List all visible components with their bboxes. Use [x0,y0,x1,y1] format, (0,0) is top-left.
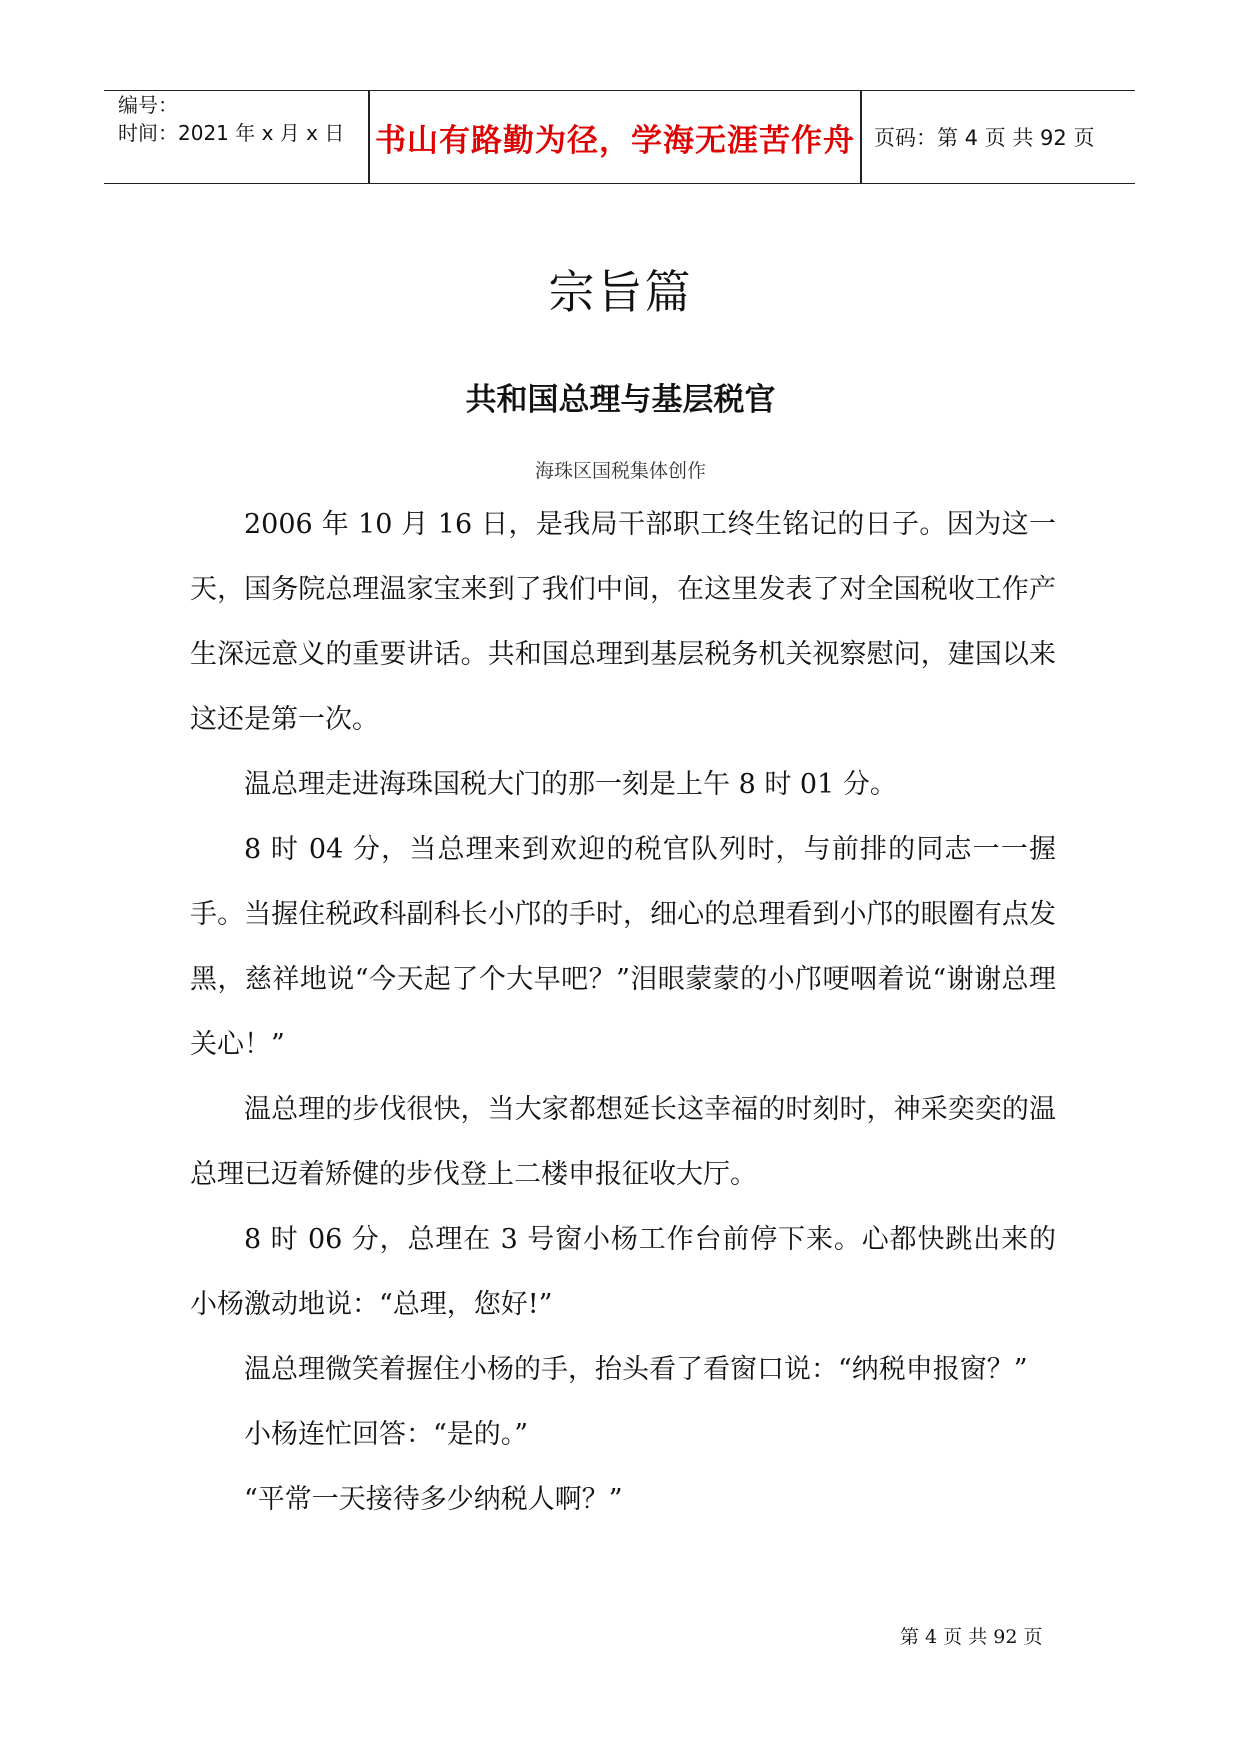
paragraph: 温总理微笑着握住小杨的手，抬头看了看窗口说：“纳税申报窗？” [244,1354,1028,1385]
article-body [190,492,1056,1532]
header-divider [860,91,862,183]
paragraph: 温总理走进海珠国税大门的那一刻是上午 8 时 01 分。 [244,769,897,800]
number-label: 编号： [118,93,178,117]
paragraph: 小杨连忙回答：“是的。” [244,1419,529,1450]
paragraph: “平常一天接待多少纳税人啊？” [244,1484,623,1515]
paragraph: 8 时 06 分，总理在 3 号窗小杨工作台前停下来。心都快跳出来的小杨激动地说：“总理，您好!” [190,1224,1056,1320]
paragraph: 温总理的步伐很快，当大家都想延长这幸福的时刻时，神采奕奕的温总理已迈着矫健的步伐登上二楼申报征收大厅。 [190,1094,1056,1190]
page-title: 宗旨篇 [548,265,693,319]
header-motto: 书山有路勤为径，学海无涯苦作舟 [375,122,855,159]
header-meta [118,91,368,183]
article-title: 共和国总理与基层税官 [465,382,776,418]
paragraph: 2006 年 10 月 16 日，是我局干部职工终生铭记的日子。因为这一天，国务院总理温家宝来到了我们中间，在这里发表了对全国税收工作产生深远意义的重要讲话。共和国总理到基层税务机关视察慰问，建国以来这还是第一次。 [190,509,1056,735]
page-footer: 第 4 页 共 92 页 [900,1626,1043,1648]
header-table [104,90,1135,184]
article-author: 海珠区国税集体创作 [534,460,706,482]
paragraph: 8 时 04 分，当总理来到欢迎的税官队列时，与前排的同志一一握手。当握住税政科副科长小邝的手时，细心的总理看到小邝的眼圈有点发黑，慈祥地说“今天起了个大早吧？”泪眼蒙蒙的小邝哽咽着说“谢谢总理关心！” [190,834,1056,1060]
header-page-info: 页码：第 4 页 共 92 页 [874,126,1095,150]
time-label: 时间：2021 年 x 月 x 日 [118,121,345,145]
